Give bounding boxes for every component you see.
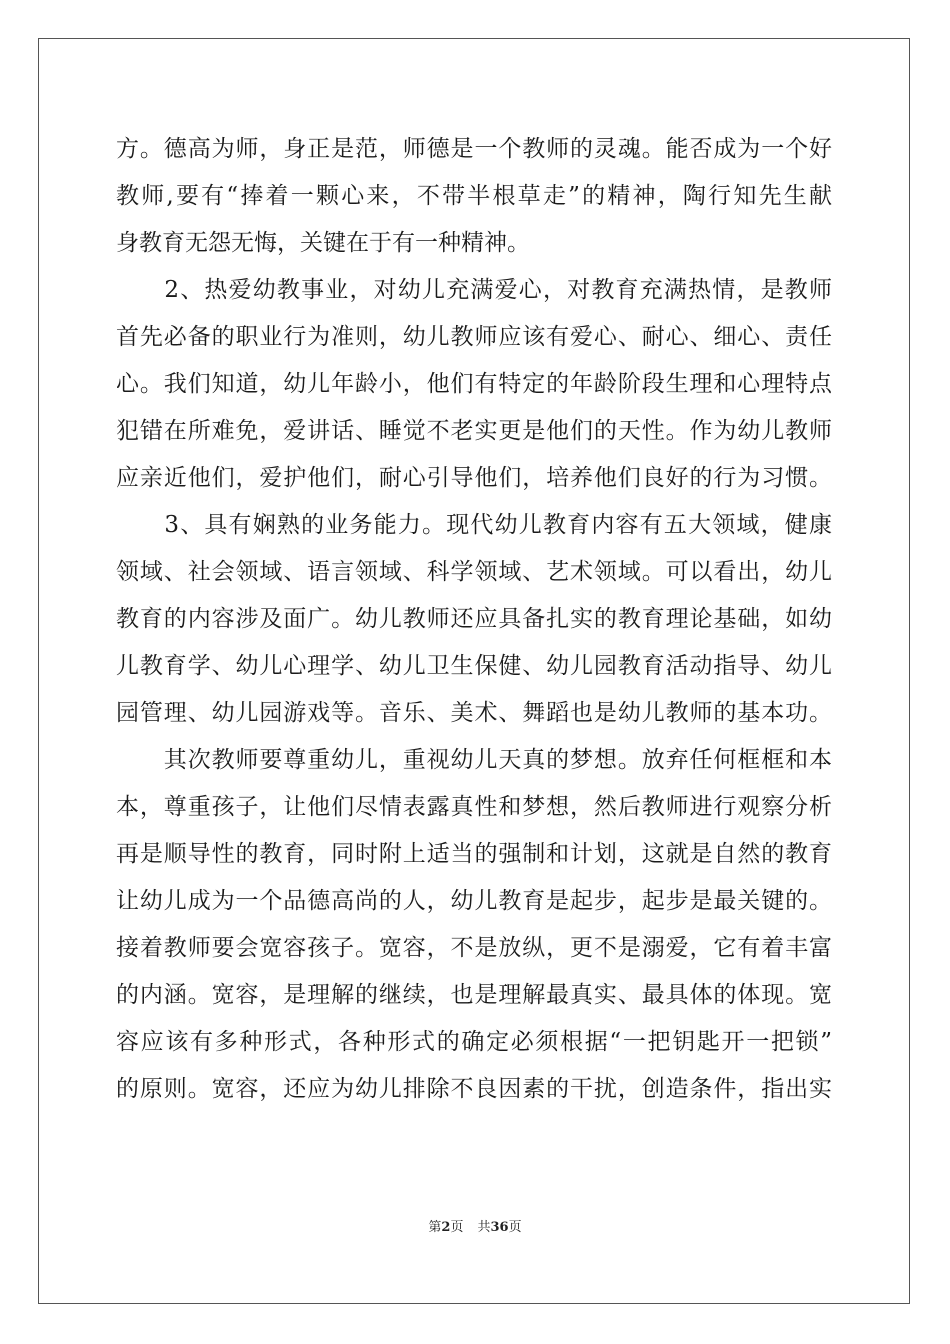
text-line: 应亲近他们，爱护他们，耐心引导他们，培养他们良好的行为习惯。 [116, 465, 832, 491]
text-line: 容应该有多种形式，各种形式的确定必须根据“一把钥匙开一把锁” [116, 1029, 832, 1055]
text-line: 接着教师要会宽容孩子。宽容，不是放纵，更不是溺爱，它有着丰富 [116, 935, 832, 961]
text-line: 心。我们知道，幼儿年龄小，他们有特定的年龄阶段生理和心理特点 [116, 371, 832, 397]
text-line: 的内涵。宽容，是理解的继续，也是理解最真实、最具体的体现。宽 [116, 982, 832, 1008]
text-line: 身教育无怨无悔，关键在于有一种精神。 [116, 230, 530, 256]
text-line: 2、热爱幼教事业，对幼儿充满爱心，对教育充满热情，是教师 [116, 277, 832, 303]
text-line: 领域、社会领域、语言领域、科学领域、艺术领域。可以看出，幼儿 [116, 559, 832, 585]
text-line: 再是顺导性的教育，同时附上适当的强制和计划，这就是自然的教育 [116, 841, 832, 867]
text-line: 教育的内容涉及面广。幼儿教师还应具备扎实的教育理论基础，如幼 [116, 606, 832, 632]
document-body [116, 126, 832, 1113]
footer-page-suffix: 页 [450, 1220, 464, 1235]
text-line: 儿教育学、幼儿心理学、幼儿卫生保健、幼儿园教育活动指导、幼儿 [116, 653, 832, 679]
text-line: 3、具有娴熟的业务能力。现代幼儿教育内容有五大领域，健康 [116, 512, 832, 538]
text-line: 方。德高为师，身正是范，师德是一个教师的灵魂。能否成为一个好 [116, 136, 832, 162]
footer-total-suffix: 页 [508, 1220, 522, 1235]
page-footer [0, 1216, 950, 1235]
text-line: 园管理、幼儿园游戏等。音乐、美术、舞蹈也是幼儿教师的基本功。 [116, 700, 832, 726]
text-line: 让幼儿成为一个品德高尚的人，幼儿教育是起步，起步是最关键的。 [116, 888, 832, 914]
text-line: 其次教师要尊重幼儿，重视幼儿天真的梦想。放弃任何框框和本 [116, 747, 832, 773]
footer-prefix: 第 [428, 1220, 442, 1235]
text-line: 的原则。宽容，还应为幼儿排除不良因素的干扰，创造条件，指出实 [116, 1076, 832, 1102]
current-page-number: 2 [441, 1220, 451, 1235]
footer-total-prefix: 共 [477, 1220, 491, 1235]
text-line: 首先必备的职业行为准则，幼儿教师应该有爱心、耐心、细心、责任 [116, 324, 832, 350]
text-line: 本，尊重孩子，让他们尽情表露真性和梦想，然后教师进行观察分析 [116, 794, 832, 820]
text-line: 犯错在所难免，爱讲话、睡觉不老实更是他们的天性。作为幼儿教师 [116, 418, 832, 444]
text-line: 教师,要有“捧着一颗心来，不带半根草走”的精神，陶行知先生献 [116, 183, 832, 209]
total-page-count: 36 [490, 1220, 509, 1235]
